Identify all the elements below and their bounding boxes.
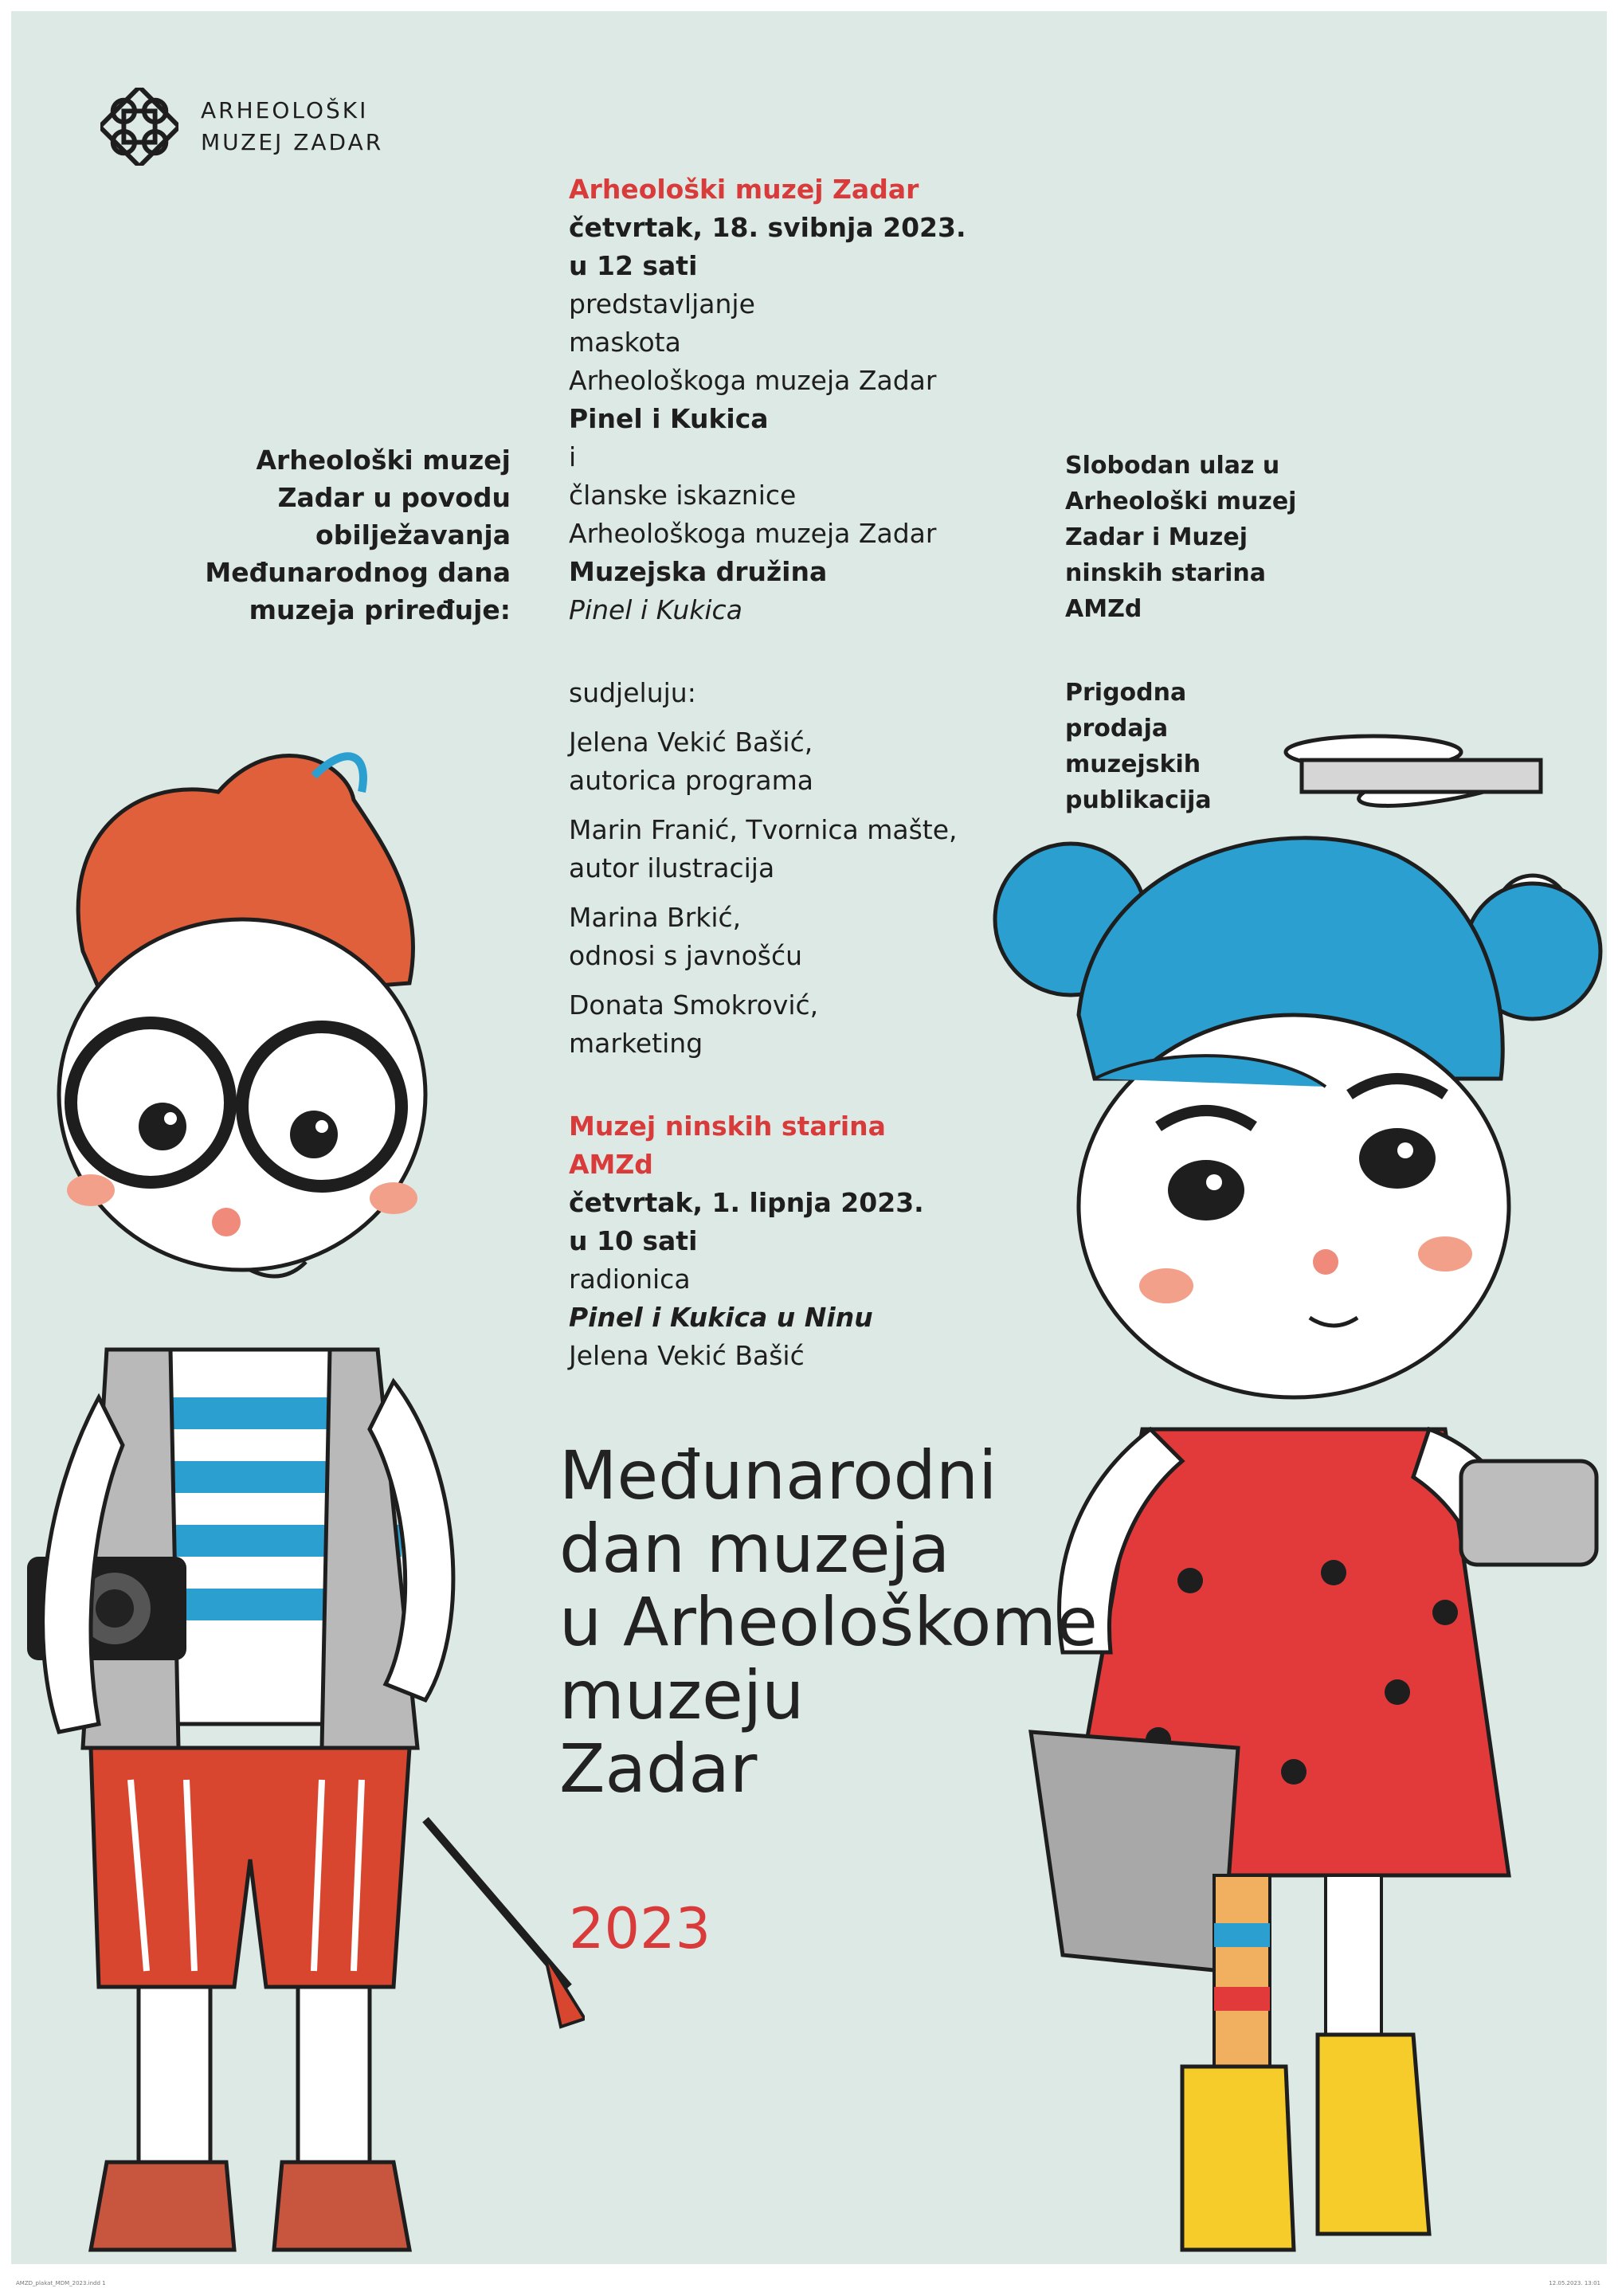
event1-line: Arheološkoga muzeja Zadar <box>569 518 937 549</box>
participants-label: sudjeluju: <box>569 677 696 708</box>
headline-line: Zadar <box>559 1730 758 1808</box>
headline-line: muzeju <box>559 1656 805 1734</box>
print-mark-date: 12.05.2023. 13:01 <box>1549 2280 1600 2286</box>
logo-line-1: ARHEOLOŠKI <box>201 97 369 123</box>
intro-line: obilježavanja <box>315 519 511 550</box>
intro-line: Zadar u povodu <box>277 482 511 513</box>
entry-line: ninskih starina <box>1065 559 1267 587</box>
card-name: Muzejska družina <box>569 556 828 587</box>
event2-venue: Muzej ninskih starina <box>569 1111 886 1142</box>
event1-line: predstavljanje <box>569 288 755 319</box>
sale-line: Prigodna <box>1065 679 1187 707</box>
headline <box>559 1436 1098 1808</box>
participant-name: Jelena Vekić Bašić, <box>569 727 813 758</box>
logo-line-2: MUZEJ ZADAR <box>201 129 384 155</box>
entry-line: Arheološki muzej <box>1065 488 1297 515</box>
event1-line: članske iskaznice <box>569 480 797 511</box>
intro-line: Međunarodnog dana <box>205 557 511 588</box>
intro-line: muzeja priređuje: <box>249 594 511 625</box>
participant-name: Marina Brkić, <box>569 902 742 933</box>
event2-date: četvrtak, 1. lipnja 2023. <box>569 1187 924 1218</box>
sale-line: prodaja <box>1065 715 1169 742</box>
event2-venue-abbr: AMZd <box>569 1149 653 1180</box>
event2-type: radionica <box>569 1264 691 1295</box>
knot-logo-icon <box>100 88 178 166</box>
entry-line: Zadar i Muzej <box>1065 523 1248 551</box>
entry-note <box>1065 448 1328 627</box>
event1-date: četvrtak, 18. svibnja 2023. <box>569 212 966 243</box>
event1-line: i <box>569 441 577 472</box>
logo-wordmark <box>201 95 383 159</box>
headline-year: 2023 <box>569 1896 711 1961</box>
event2-time: u 10 sati <box>569 1225 698 1256</box>
print-mark-file: AMZD_plakat_MDM_2023.indd 1 <box>16 2280 106 2286</box>
event1-venue: Arheološki muzej Zadar <box>569 174 919 205</box>
event2-host: Jelena Vekić Bašić <box>569 1340 805 1371</box>
headline-line: dan muzeja <box>559 1510 950 1588</box>
participant-role: autorica programa <box>569 765 813 796</box>
entry-line: AMZd <box>1065 595 1142 623</box>
participant-role: marketing <box>569 1028 703 1059</box>
intro-text <box>176 441 511 629</box>
card-subtitle: Pinel i Kukica <box>569 594 742 625</box>
participant-role: autor ilustracija <box>569 852 775 884</box>
intro-line: Arheološki muzej <box>256 445 511 476</box>
entry-line: Slobodan ulaz u <box>1065 452 1280 480</box>
event2-title: Pinel i Kukica u Ninu <box>569 1302 873 1333</box>
poster <box>11 11 1607 2264</box>
event1-line: Arheološkoga muzeja Zadar <box>569 365 937 396</box>
event1-time: u 12 sati <box>569 250 698 281</box>
boy-mascot-illustration <box>11 744 585 2264</box>
headline-line: Međunarodni <box>559 1436 997 1514</box>
event1-line: maskota <box>569 327 681 358</box>
museum-logo[interactable] <box>100 88 383 166</box>
sale-line: muzejskih <box>1065 750 1201 778</box>
participant-role: odnosi s javnošću <box>569 940 803 971</box>
participant-name: Donata Smokrović, <box>569 989 819 1021</box>
mascot-names: Pinel i Kukica <box>569 403 769 434</box>
headline-line: u Arheološkome <box>559 1583 1098 1661</box>
participant-name: Marin Franić, Tvornica mašte, <box>569 814 958 845</box>
sale-line: publikacija <box>1065 786 1212 814</box>
